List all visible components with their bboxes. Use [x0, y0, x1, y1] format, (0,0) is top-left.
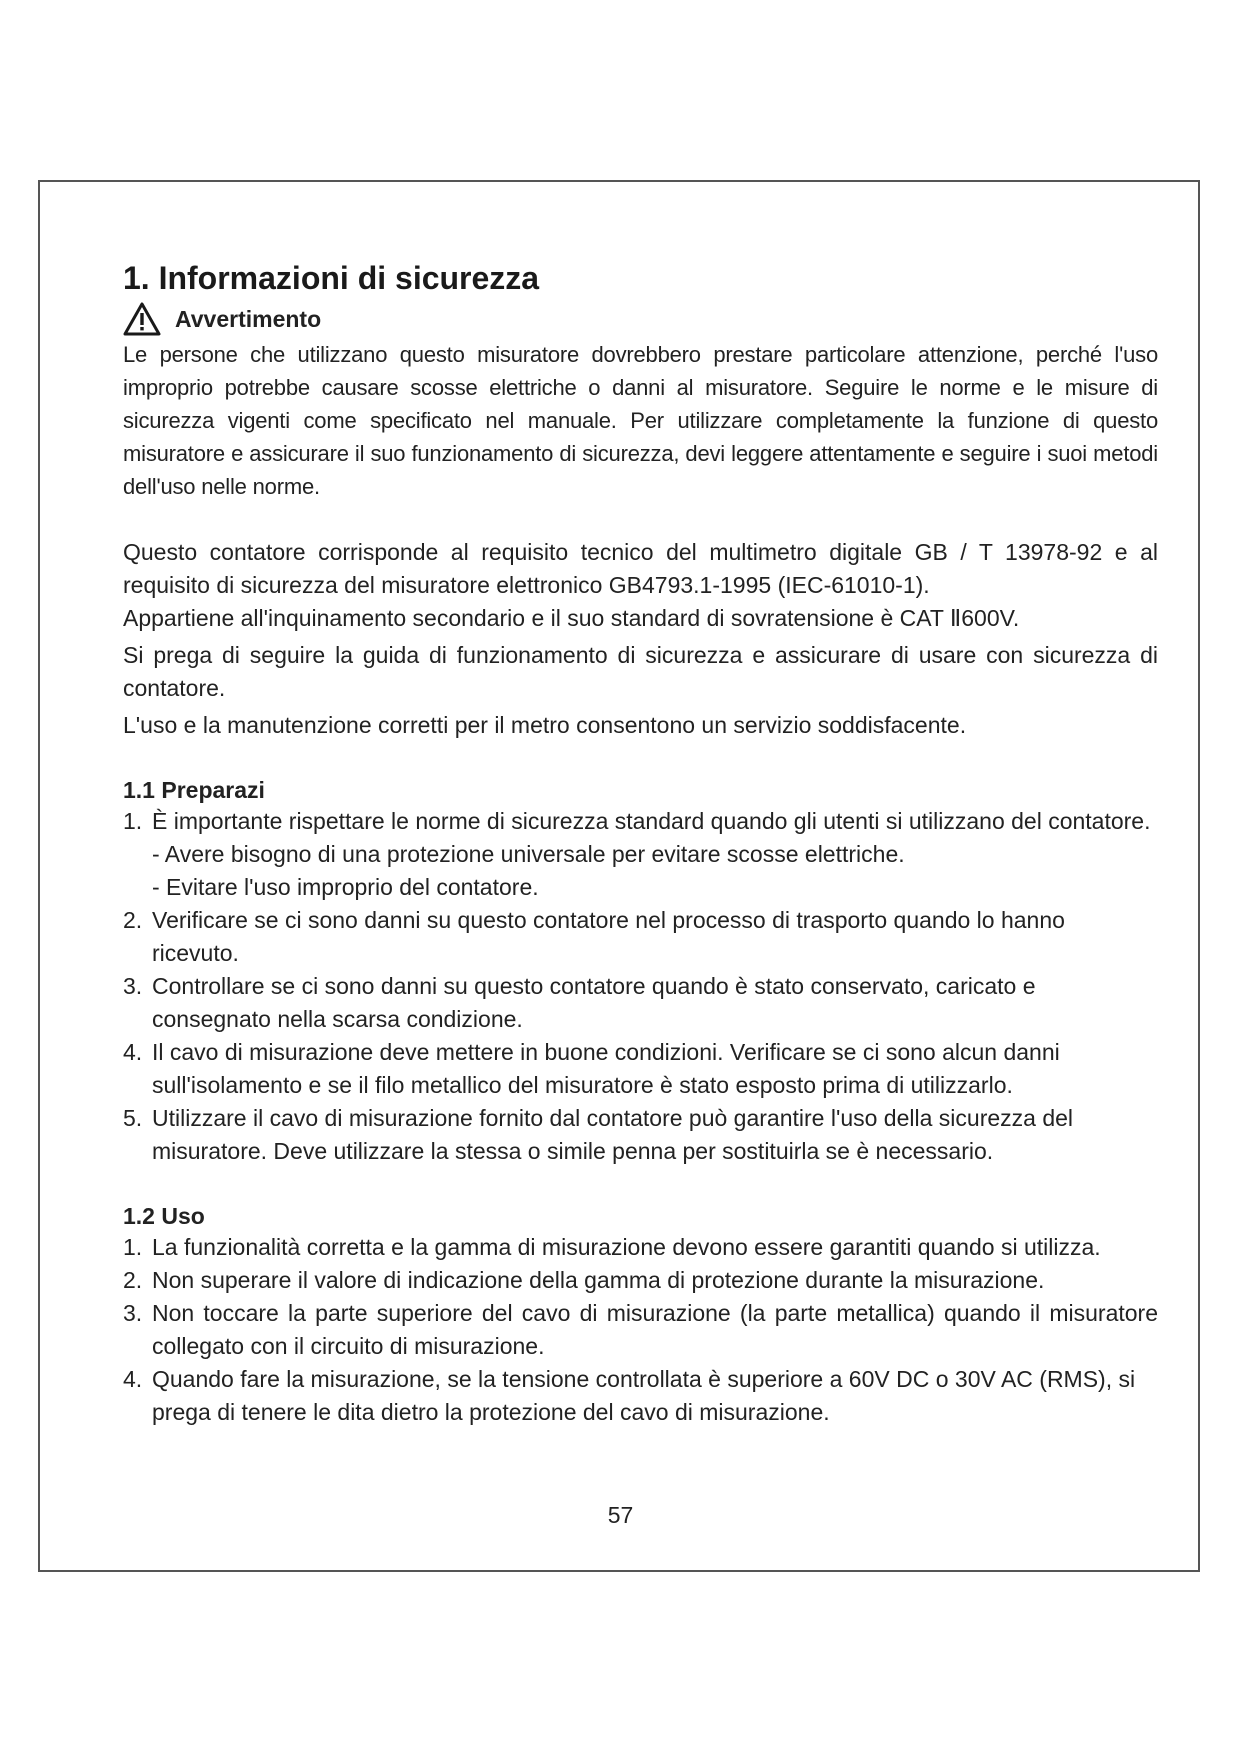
list-item — [123, 1036, 1158, 1102]
list-item-text: È importante rispettare le norme di sicurezza standard quando gli utenti si utilizzano del contatore. — [152, 808, 1151, 834]
list-subitem: - Avere bisogno di una protezione universale per evitare scosse elettriche. — [152, 841, 905, 867]
page-title: 1. Informazioni di sicurezza — [123, 260, 540, 296]
list-item-text: Non toccare la parte superiore del cavo di misurazione (la parte metallica) quando il misuratore collegato con il circuito di misurazione. — [152, 1300, 1158, 1359]
list-item-number: 3. — [123, 973, 143, 999]
list-item-text: Non superare il valore di indicazione della gamma di protezione durante la misurazione. — [152, 1267, 1045, 1293]
list-item-text: Quando fare la misurazione, se la tensione controllata è superiore a 60V DC o 30V AC (RMS), si prega di tenere le dita dietro la protezione del cavo di misurazione. — [152, 1366, 1136, 1425]
list-item-number: 4. — [123, 1039, 143, 1065]
list-item — [123, 1297, 1158, 1363]
list-item-text: Utilizzare il cavo di misurazione fornito dal contatore può garantire l'uso della sicurezza del misuratore. Deve utilizzare la stessa o simile penna per sostituirla se è necessario. — [152, 1105, 1074, 1164]
intro-paragraph-maintenance: L'uso e la manutenzione corretti per il metro consentono un servizio soddisfacente. — [123, 712, 967, 738]
list-item-text: Controllare se ci sono danni su questo contatore quando è stato conservato, caricato e consegnato nella scarsa condizione. — [152, 973, 1036, 1032]
list-item — [123, 1363, 1158, 1429]
intro-paragraph-category: Appartiene all'inquinamento secondario e il suo standard di sovratensione è CAT Ⅱ600V. — [123, 605, 1020, 631]
list-item-number: 2. — [123, 1267, 143, 1293]
list-item-number: 3. — [123, 1300, 143, 1326]
list-item-number: 4. — [123, 1366, 143, 1392]
section-1-2-title: 1.2 Uso — [123, 1203, 205, 1229]
list-item — [123, 970, 1158, 1036]
warning-text: Le persone che utilizzano questo misuratore dovrebbero prestare particolare attenzione, perché l'uso improprio potrebbe causare scosse elettriche o danni al misuratore. Seguire le norme e le misure di sicurezza vigenti come specificato nel manuale. Per utilizzare completamente la funzione di questo misuratore e assicurare il suo funzionamento di sicurezza, devi leggere attentamente e seguire i suoi metodi dell'uso nelle norme. — [123, 342, 1158, 499]
list-item-text: Verificare se ci sono danni su questo contatore nel processo di trasporto quando lo hanno ricevuto. — [152, 907, 1065, 966]
list-item — [123, 1231, 1158, 1264]
list-item — [123, 1264, 1158, 1297]
section-1-1-title: 1.1 Preparazi — [123, 777, 265, 803]
intro-paragraph-guide: Si prega di seguire la guida di funzionamento di sicurezza e assicurare di usare con sicurezza di contatore. — [123, 642, 1158, 701]
list-item — [123, 1102, 1158, 1168]
list-item-number: 1. — [123, 1234, 143, 1260]
list-item-number: 5. — [123, 1105, 143, 1131]
list-item-number: 1. — [123, 808, 143, 834]
page-number: 57 — [607, 1502, 634, 1528]
section-1-1-list — [123, 805, 1158, 1168]
page-content — [123, 258, 1158, 1429]
warning-title: Avvertimento — [175, 305, 322, 332]
warning-header — [123, 300, 1158, 338]
list-item-text: La funzionalità corretta e la gamma di misurazione devono essere garantiti quando si utilizza. — [152, 1234, 1101, 1260]
list-item-number: 2. — [123, 907, 143, 933]
warning-triangle-icon — [123, 302, 161, 336]
intro-paragraph-standards: Questo contatore corrisponde al requisito tecnico del multimetro digitale GB / T 13978-92 e al requisito di sicurezza del misuratore elettronico GB4793.1-1995 (IEC-61010-1). — [123, 539, 1158, 598]
list-item — [123, 805, 1158, 904]
list-subitem: - Evitare l'uso improprio del contatore. — [152, 874, 539, 900]
list-item — [123, 904, 1158, 970]
section-1-2-list — [123, 1231, 1158, 1429]
list-item-text: Il cavo di misurazione deve mettere in buone condizioni. Verificare se ci sono alcun danni sull'isolamento e se il filo metallico del misuratore è stato esposto prima di utilizzarlo. — [152, 1039, 1060, 1098]
